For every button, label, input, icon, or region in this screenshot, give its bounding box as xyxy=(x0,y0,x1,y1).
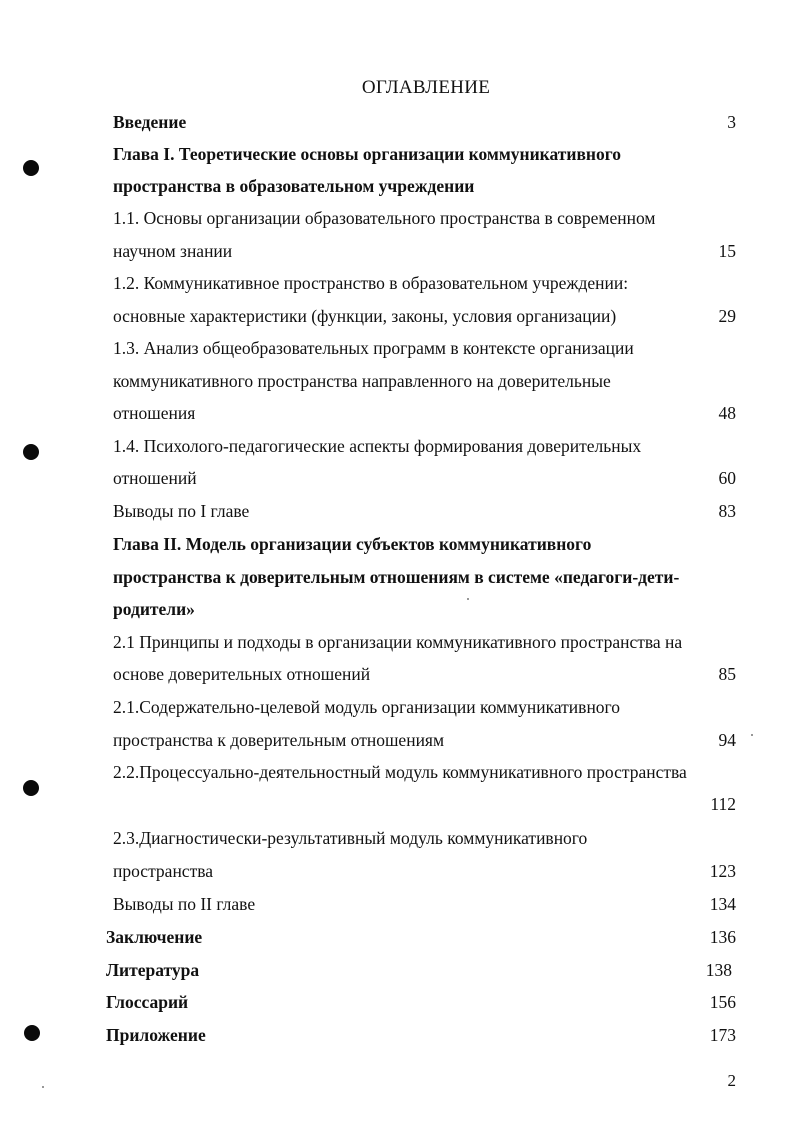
toc-page-1-3: 48 xyxy=(718,403,736,423)
toc-chapter-1-title-line2[interactable]: пространства в образовательном учреждении xyxy=(113,176,475,196)
toc-page-literature: 138 xyxy=(705,960,732,980)
toc-page-2-1a: 85 xyxy=(718,664,736,684)
toc-section-1-2-line1[interactable]: 1.2. Коммуникативное пространство в образовательном учреждении: xyxy=(113,273,629,293)
punch-hole xyxy=(24,1025,40,1041)
toc-page-2-3: 123 xyxy=(709,861,736,881)
toc-section-1-2-line2[interactable]: основные характеристики (функции, законы, условия организации) xyxy=(113,306,617,326)
toc-page-1-1: 15 xyxy=(718,241,736,261)
toc-section-1-4-line2[interactable]: отношений xyxy=(113,468,197,488)
toc-page-1-2: 29 xyxy=(718,306,736,326)
toc-conclusion[interactable]: Заключение xyxy=(106,927,203,947)
toc-page-conclusions-1: 83 xyxy=(718,501,736,521)
toc-section-2-3-line2[interactable]: пространства xyxy=(113,861,214,881)
toc-section-2-1a-line1[interactable]: 2.1 Принципы и подходы в организации коммуникативного пространства на xyxy=(113,632,683,652)
toc-section-1-3-line3[interactable]: отношения xyxy=(113,403,196,423)
toc-page-2-2: 112 xyxy=(710,794,736,814)
toc-chapter-2-title-line1[interactable]: Глава II. Модель организации субъектов коммуникативного xyxy=(113,534,592,554)
toc-chapter-1-title-line1[interactable]: Глава I. Теоретические основы организации коммуникативного xyxy=(113,144,622,164)
toc-section-1-3-line1[interactable]: 1.3. Анализ общеобразовательных программ в контексте организации xyxy=(113,338,634,358)
scan-speck xyxy=(751,734,753,736)
punch-hole xyxy=(23,444,39,460)
toc-page-2-1b: 94 xyxy=(718,730,736,750)
toc-section-2-1b-line2[interactable]: пространства к доверительным отношениям xyxy=(113,730,445,750)
punch-hole xyxy=(23,160,39,176)
toc-page-conclusions-2: 134 xyxy=(709,894,736,914)
toc-section-2-2[interactable]: 2.2.Процессуально-деятельностный модуль коммуникативного пространства xyxy=(113,762,687,782)
toc-page-appendix: 173 xyxy=(709,1025,736,1045)
toc-section-1-1-line2[interactable]: научном знании xyxy=(113,241,233,261)
toc-chapter-2-title-line2[interactable]: пространства к доверительным отношениям в системе «педагоги-дети- xyxy=(113,567,680,587)
toc-conclusions-chapter-1[interactable]: Выводы по I главе xyxy=(113,501,250,521)
toc-section-2-3-line1[interactable]: 2.3.Диагностически-результативный модуль коммуникативного xyxy=(113,828,588,848)
scan-speck xyxy=(42,1086,44,1088)
toc-glossary[interactable]: Глоссарий xyxy=(106,992,189,1012)
scan-speck xyxy=(467,598,469,600)
toc-chapter-2-title-line3[interactable]: родители» xyxy=(113,599,195,619)
punch-hole xyxy=(23,780,39,796)
toc-section-2-1a-line2[interactable]: основе доверительных отношений xyxy=(113,664,371,684)
toc-appendix[interactable]: Приложение xyxy=(106,1025,206,1045)
toc-section-2-1b-line1[interactable]: 2.1.Содержательно-целевой модуль организации коммуникативного xyxy=(113,697,621,717)
toc-section-1-3-line2[interactable]: коммуникативного пространства направленного на доверительные xyxy=(113,371,611,391)
toc-conclusions-chapter-2[interactable]: Выводы по II главе xyxy=(113,894,256,914)
toc-page-conclusion: 136 xyxy=(709,927,736,947)
toc-section-1-4-line1[interactable]: 1.4. Психолого-педагогические аспекты формирования доверительных xyxy=(113,436,642,456)
toc-page-1-4: 60 xyxy=(718,468,736,488)
toc-entry-intro[interactable]: Введение xyxy=(113,112,187,132)
toc-page-intro: 3 xyxy=(727,112,736,132)
toc-literature[interactable]: Литература xyxy=(106,960,200,980)
page-number: 2 xyxy=(727,1071,736,1090)
toc-section-1-1-line1[interactable]: 1.1. Основы организации образовательного пространства в современном xyxy=(113,208,656,228)
toc-page-glossary: 156 xyxy=(709,992,736,1012)
page-title: ОГЛАВЛЕНИЕ xyxy=(361,77,491,98)
